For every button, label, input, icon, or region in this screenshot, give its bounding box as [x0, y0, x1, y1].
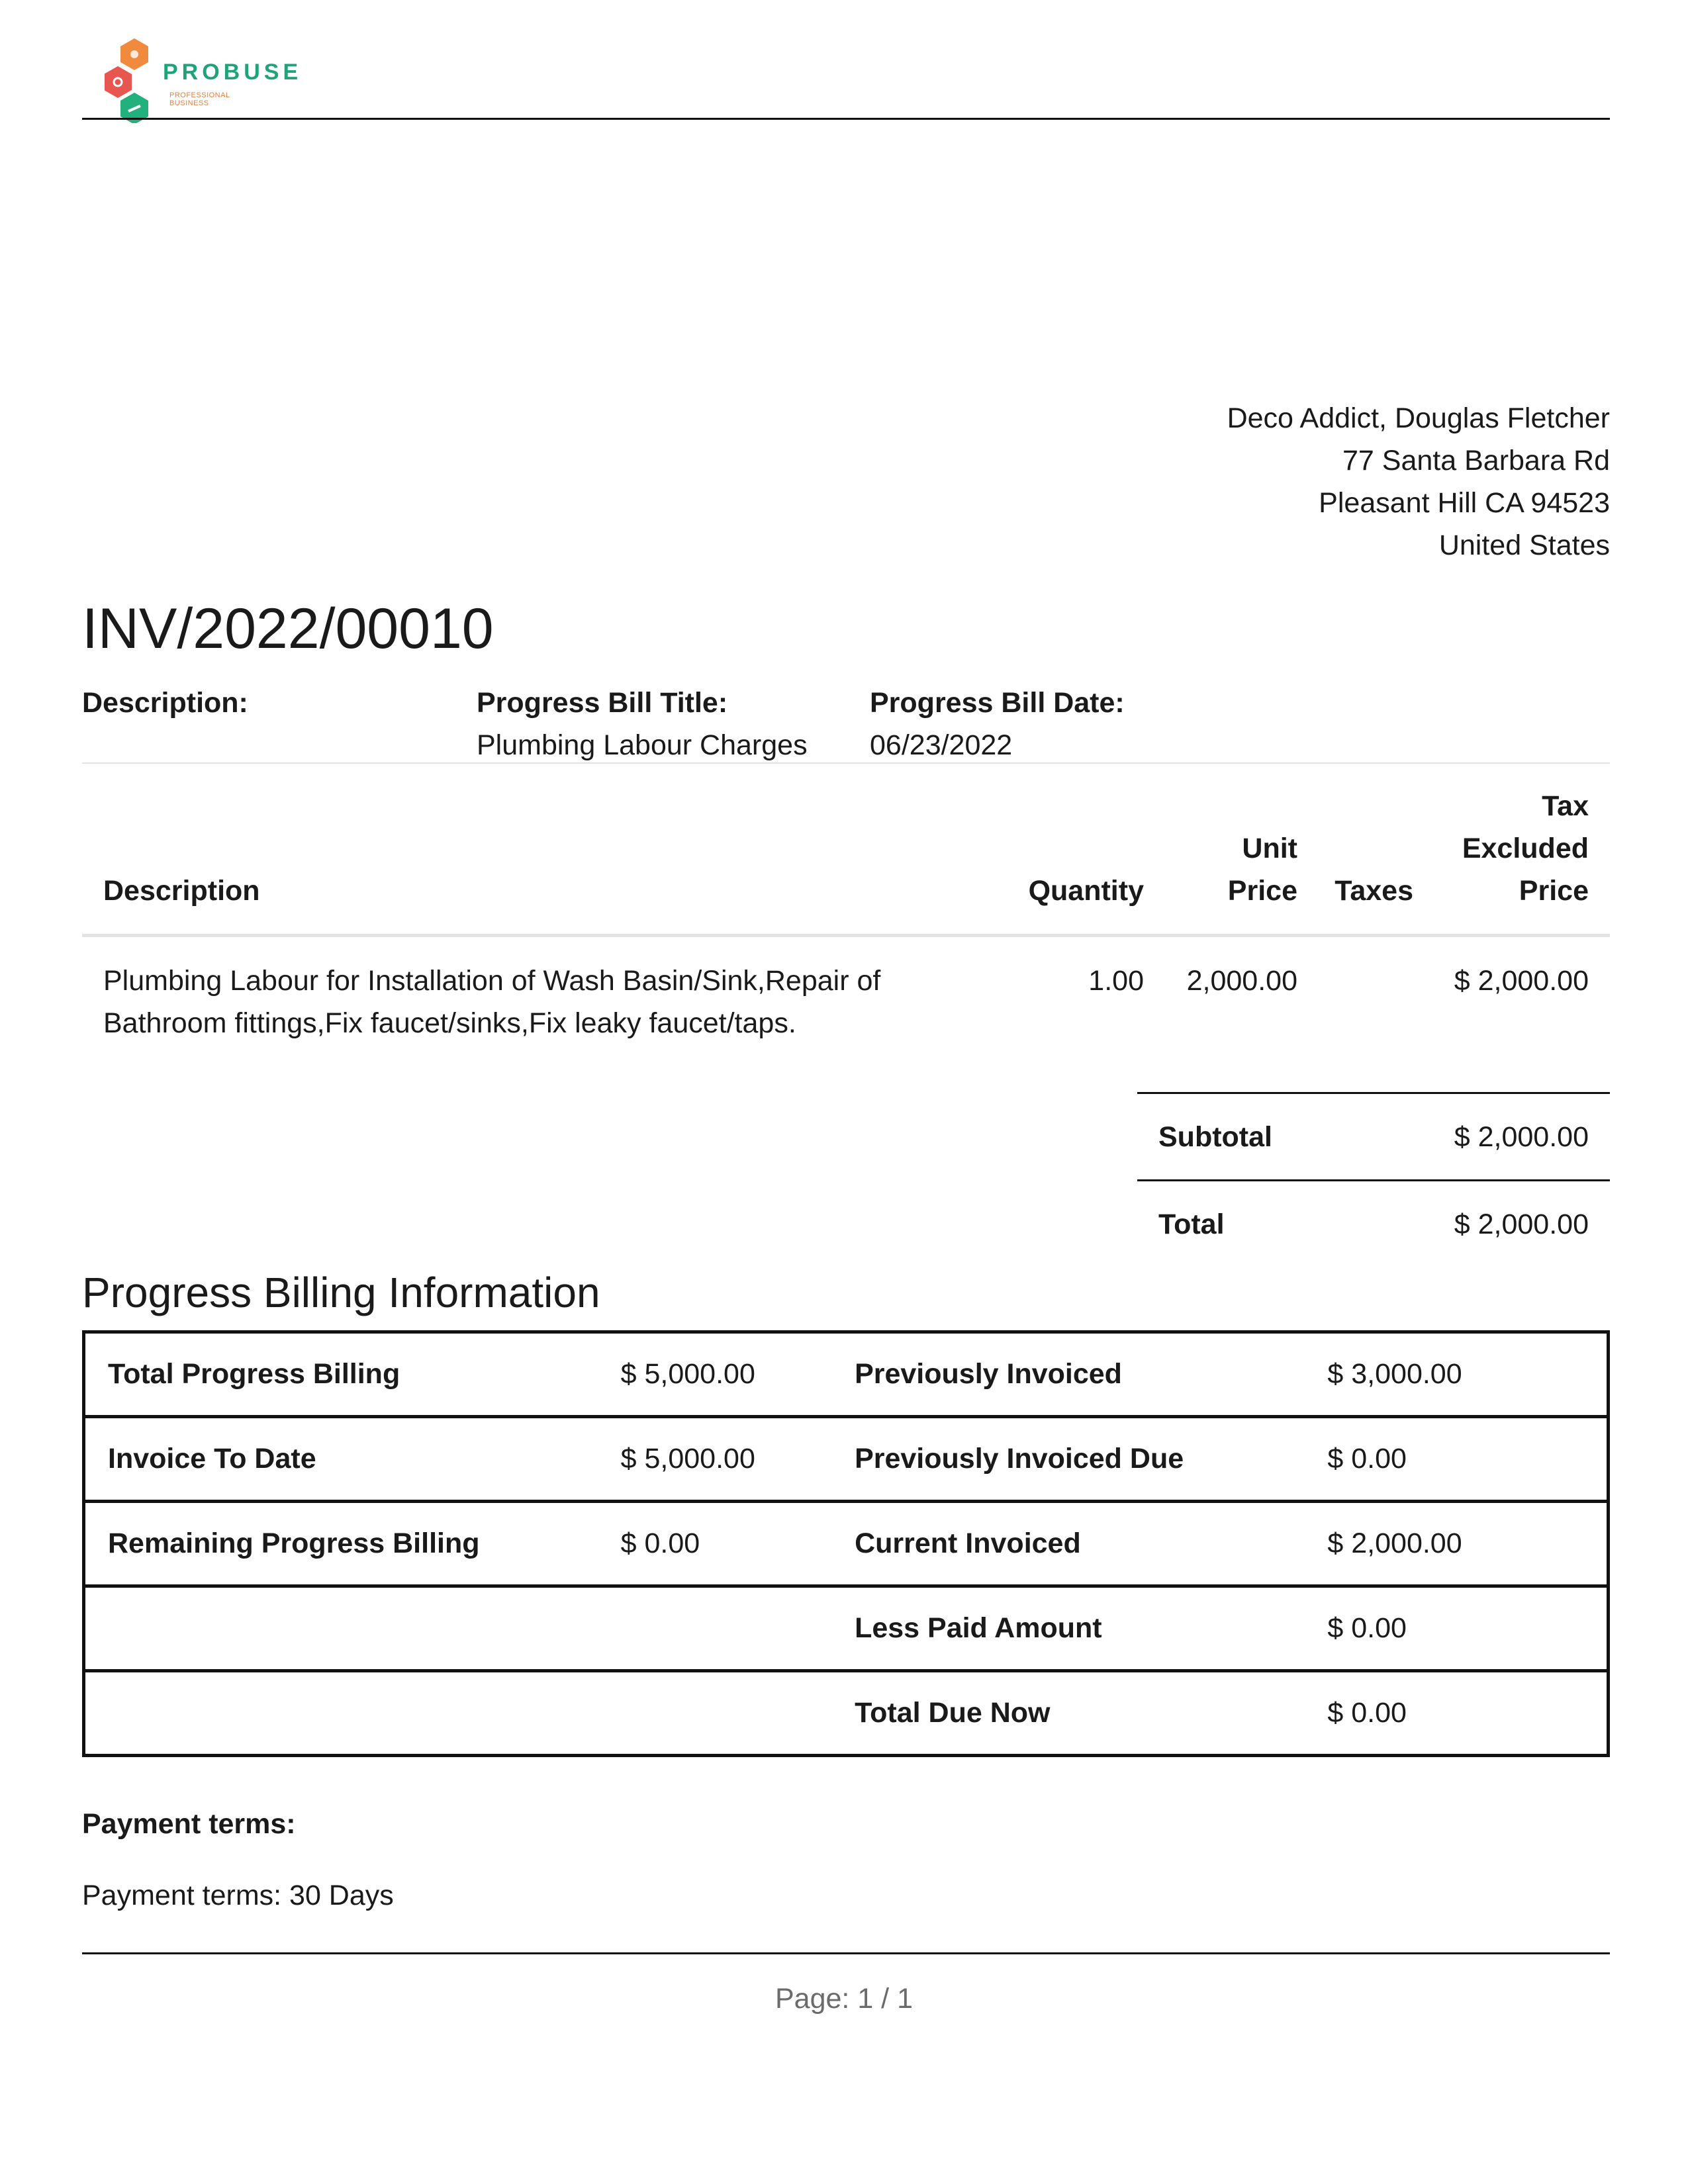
line-quantity: 1.00	[1088, 965, 1144, 997]
line-description-text: Plumbing Labour for Installation of Wash Basin/Sink,Repair of	[103, 965, 881, 997]
col-header-unit-price-line: Price	[1227, 875, 1297, 907]
address-line: Pleasant Hill CA 94523	[1319, 487, 1610, 519]
logo-brand-text: PROBUSE	[163, 60, 303, 85]
table-row	[84, 1417, 1609, 1502]
bill-date-info	[870, 682, 1125, 766]
line-description	[103, 960, 964, 1044]
pb-value: $ 5,000.00	[598, 1332, 832, 1417]
pb-value	[598, 1671, 832, 1756]
pb-label: Previously Invoiced	[832, 1332, 1305, 1417]
progress-billing-table	[82, 1330, 1610, 1757]
pb-label: Remaining Progress Billing	[84, 1502, 598, 1586]
pb-label	[84, 1586, 598, 1671]
pb-label: Less Paid Amount	[832, 1586, 1305, 1671]
totals-divider	[1137, 1092, 1610, 1094]
table-row	[84, 1586, 1609, 1671]
pb-value: $ 2,000.00	[1305, 1502, 1608, 1586]
line-subtotal: $ 2,000.00	[1454, 965, 1589, 997]
pb-label: Previously Invoiced Due	[832, 1417, 1305, 1502]
logo-subtitle: PROFESSIONAL BUSINESS	[169, 91, 230, 107]
page-number: Page: 1 / 1	[775, 1983, 913, 2015]
bill-title-value: Plumbing Labour Charges	[477, 729, 808, 761]
col-header-quantity: Quantity	[1028, 875, 1144, 907]
col-header-tax-excluded-price	[1462, 785, 1589, 912]
pb-value: $ 0.00	[1305, 1417, 1608, 1502]
pb-value: $ 5,000.00	[598, 1417, 832, 1502]
col-header-description: Description	[103, 875, 260, 907]
table-row	[84, 1502, 1609, 1586]
col-header-unit-price-line: Unit	[1242, 833, 1297, 864]
address-line: 77 Santa Barbara Rd	[1342, 445, 1610, 477]
total-label: Total	[1158, 1208, 1225, 1240]
subtotal-label: Subtotal	[1158, 1121, 1272, 1153]
description-label: Description:	[82, 687, 248, 719]
col-header-tax-excl-line: Price	[1519, 875, 1589, 907]
footer-divider	[82, 1952, 1610, 1954]
pb-value: $ 0.00	[598, 1502, 832, 1586]
pb-value: $ 3,000.00	[1305, 1332, 1608, 1417]
col-header-taxes: Taxes	[1335, 875, 1413, 907]
invoice-number: INV/2022/00010	[82, 597, 494, 660]
total-value: $ 2,000.00	[1454, 1208, 1589, 1240]
pb-label: Total Due Now	[832, 1671, 1305, 1756]
subtotal-value: $ 2,000.00	[1454, 1121, 1589, 1153]
logo-hexagons-icon	[105, 37, 164, 123]
header-divider	[82, 118, 1610, 120]
payment-terms-label: Payment terms:	[82, 1808, 296, 1840]
address-line: Deco Addict, Douglas Fletcher	[1227, 402, 1610, 434]
pb-value: $ 0.00	[1305, 1671, 1608, 1756]
company-logo	[105, 37, 303, 123]
customer-address	[1227, 397, 1610, 567]
col-header-tax-excl-line: Tax	[1542, 790, 1589, 822]
col-header-tax-excl-line: Excluded	[1462, 833, 1589, 864]
line-unit-price: 2,000.00	[1186, 965, 1297, 997]
bill-title-label: Progress Bill Title:	[477, 687, 728, 719]
description-info	[82, 682, 248, 724]
pb-value: $ 0.00	[1305, 1586, 1608, 1671]
col-header-unit-price	[1228, 827, 1297, 912]
progress-billing-title: Progress Billing Information	[82, 1269, 600, 1316]
address-line: United States	[1438, 529, 1610, 561]
bill-date-label: Progress Bill Date:	[870, 687, 1125, 719]
bill-title-info	[477, 682, 808, 766]
info-divider	[82, 762, 1610, 764]
pb-label: Total Progress Billing	[84, 1332, 598, 1417]
pb-label: Invoice To Date	[84, 1417, 598, 1502]
payment-terms-value: Payment terms: 30 Days	[82, 1880, 394, 1911]
line-description-text: Bathroom fittings,Fix faucet/sinks,Fix leaky faucet/taps.	[103, 1007, 796, 1039]
table-header-divider	[82, 934, 1610, 937]
pb-label	[84, 1671, 598, 1756]
table-row	[84, 1332, 1609, 1417]
pb-label: Current Invoiced	[832, 1502, 1305, 1586]
total-divider	[1137, 1179, 1610, 1181]
table-row	[84, 1671, 1609, 1756]
pb-value	[598, 1586, 832, 1671]
bill-date-value: 06/23/2022	[870, 729, 1013, 761]
